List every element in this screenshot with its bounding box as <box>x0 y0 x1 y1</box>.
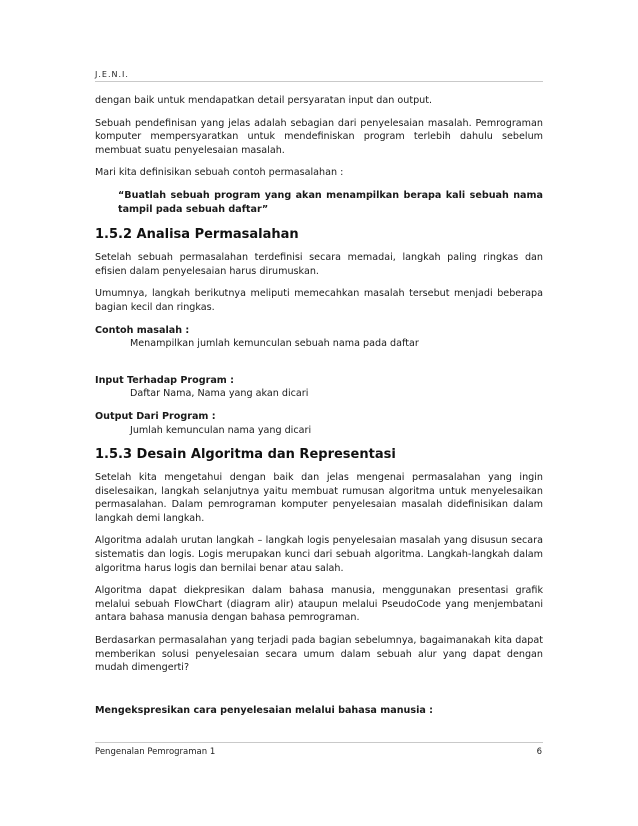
paragraph-desain-1: Setelah kita mengetahui dengan baik dan jelas mengenai permasalahan yang ingin diselesaikan, langkah selanjutnya yaitu membuat rumusan algoritma untuk menyelesaikan permasalahan. Dalam pemrograman komputer penyelesaian masalah didefinisikan dalam langkah demi langkah. <box>95 472 543 524</box>
paragraph-intro: dengan baik untuk mendapatkan detail persyaratan input dan output. <box>95 95 433 106</box>
paragraph-example-lead: Mari kita definisikan sebuah contoh permasalahan : <box>95 167 344 179</box>
paragraph-definition: Sebuah pendefinisan yang jelas adalah sebagian dari penyelesaian masalah. Pemrograman komputer mempersyaratkan untuk mendefiniskan program terlebih dahulu sebelum membuat suatu penyelesaian masalah. <box>95 117 543 156</box>
paragraph-desain-2: Algoritma adalah urutan langkah – langkah logis penyelesaian masalah yang disusun secara sistematis dan logis. Logis merupakan kunci dari sebuah algoritma. Langkah-langkah dalam algoritma harus logis dan bernilai benar atau salah. <box>95 535 543 574</box>
text-output: Jumlah kemunculan nama yang dicari <box>130 424 312 436</box>
running-header: J.E.N.I. <box>95 70 129 79</box>
label-bahasa-manusia: Mengekspresikan cara penyelesaian melalui bahasa manusia : <box>95 704 434 716</box>
paragraph-analisa-2: Umumnya, langkah berikutnya meliputi memecahkan masalah tersebut menjadi beberapa bagian kecil dan ringkas. <box>95 288 543 313</box>
problem-quote: “Buatlah sebuah program yang akan menampilkan berapa kali sebuah nama tampil pada sebuah daftar” <box>118 189 543 215</box>
heading-desain-algoritma: 1.5.3 Desain Algoritma dan Representasi <box>95 447 396 463</box>
label-contoh-masalah: Contoh masalah : <box>95 324 190 336</box>
paragraph-analisa-1: Setelah sebuah permasalahan terdefinisi secara memadai, langkah paling ringkas dan efisien dalam penyelesaian harus dirumuskan. <box>95 252 543 277</box>
heading-analisa: 1.5.2 Analisa Permasalahan <box>95 227 299 243</box>
label-input: Input Terhadap Program : <box>95 374 234 386</box>
page-body <box>95 94 543 717</box>
page-number: 6 <box>536 747 542 757</box>
label-output: Output Dari Program : <box>95 410 216 422</box>
header-divider <box>95 81 543 82</box>
paragraph-desain-4: Berdasarkan permasalahan yang terjadi pada bagian sebelumnya, bagaimanakah kita dapat memberikan solusi penyelesaian secara umum dalam sebuah alur yang dapat dengan mudah dimengerti? <box>95 635 543 674</box>
text-contoh-masalah: Menampilkan jumlah kemunculan sebuah nama pada daftar <box>130 338 419 350</box>
text-input: Daftar Nama, Nama yang akan dicari <box>130 388 309 400</box>
paragraph-desain-3: Algoritma dapat diekpresikan dalam bahasa manusia, menggunakan presentasi grafik melalui sebuah FlowChart (diagram alir) ataupun melalui PseudoCode yang menjembatani antara bahasa manusia dengan bahasa pemrograman. <box>95 585 543 624</box>
footer-course-title: Pengenalan Pemrograman 1 <box>95 747 216 757</box>
footer-divider <box>95 742 543 743</box>
